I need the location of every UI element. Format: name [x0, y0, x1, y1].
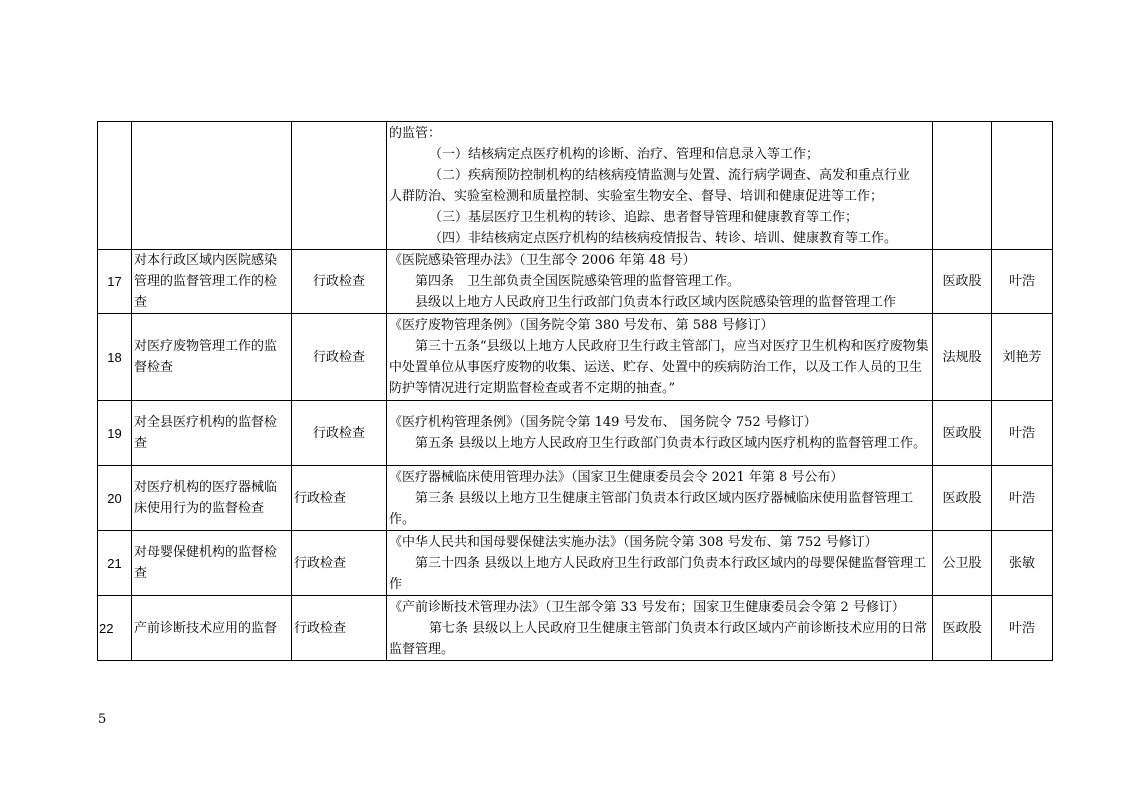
basis-line: 《中华人民共和国母婴保健法实施办法》（国务院令第 308 号发布、第 752 号修订）	[389, 534, 878, 550]
basis-paragraph: 第三十四条 县级以上地方人民政府卫生行政部门负责本行政区域内的母婴保健监督管理工作	[389, 555, 927, 592]
item-name: 对全县医疗机构的监督检查	[132, 401, 292, 466]
responsible-person: 叶浩	[992, 250, 1053, 314]
check-type: 行政检查	[292, 250, 387, 314]
basis-line: 《医疗废物管理条例》（国务院令第 380 号发布、第 588 号修订）	[389, 318, 774, 333]
item-cell	[132, 122, 292, 250]
table-row-continuation	[98, 122, 1053, 250]
legal-basis	[387, 596, 933, 661]
table-row	[98, 531, 1053, 596]
type-cell	[292, 122, 387, 250]
responsible-person: 叶浩	[992, 596, 1053, 661]
check-type: 行政检查	[292, 314, 387, 401]
item-name: 对医疗废物管理工作的监督检查	[132, 314, 292, 401]
item-name: 对医疗机构的医疗器械临床使用行为的监督检查	[132, 466, 292, 531]
responsible-person: 刘艳芳	[992, 314, 1053, 401]
row-number: 17	[98, 250, 132, 314]
legal-basis	[387, 466, 933, 531]
basis-line: （四）非结核病定点医疗机构的结核病疫情报告、转诊、培训、健康教育等工作。	[429, 230, 898, 246]
row-number: 21	[98, 531, 132, 596]
basis-paragraph: 第三条 县级以上地方卫生健康主管部门负责本行政区域内医疗器械临床使用监督管理工作。	[389, 490, 914, 527]
person-cell	[992, 122, 1053, 250]
department: 医政股	[933, 250, 992, 314]
table-row	[98, 466, 1053, 531]
basis-line: 《医疗机构管理条例》（国务院令第 149 号发布、 国务院令 752 号修订）	[389, 415, 817, 430]
table-row	[98, 250, 1053, 314]
page-number: 5	[98, 712, 107, 727]
item-name: 对本行政区域内医院感染管理的监督管理工作的检查	[132, 250, 292, 314]
basis-cell	[387, 122, 933, 250]
legal-basis	[387, 314, 933, 401]
responsible-person: 叶浩	[992, 401, 1053, 466]
basis-paragraph: 第五条 县级以上地方人民政府卫生行政部门负责本行政区域内医疗机构的监督管理工作。	[415, 436, 927, 451]
table-row	[98, 401, 1053, 466]
basis-line: 第四条 卫生部负责全国医院感染管理的监督管理工作。	[415, 274, 741, 289]
check-type: 行政检查	[292, 531, 387, 596]
department: 法规股	[933, 314, 992, 401]
check-type: 行政检查	[292, 401, 387, 466]
row-number: 18	[98, 314, 132, 401]
basis-line: 《医院感染管理办法》（卫生部令 2006 年第 48 号）	[389, 253, 696, 268]
supervision-table	[97, 121, 1053, 661]
basis-line: 《产前诊断技术管理办法》（卫生部令第 33 号发布；国家卫生健康委员会令第 2 号修订）	[389, 599, 905, 615]
department: 医政股	[933, 401, 992, 466]
check-type: 行政检查	[292, 466, 387, 531]
basis-paragraph: 第三十五条“县级以上地方人民政府卫生行政主管部门，应当对医疗卫生机构和医疗废物集中处置单位从事医疗废物的收集、运送、贮存、处置中的疾病防治工作，以及工作人员的卫生防护等情况进行定期监督检查或者不定期的抽查。”	[389, 339, 929, 396]
legal-basis	[387, 531, 933, 596]
table-row	[98, 596, 1053, 661]
department: 医政股	[933, 466, 992, 531]
department: 医政股	[933, 596, 992, 661]
basis-line: 县级以上地方人民政府卫生行政部门负责本行政区域内医院感染管理的监督管理工作	[415, 295, 897, 310]
table-row	[98, 314, 1053, 401]
basis-paragraph: 第七条 县级以上人民政府卫生健康主管部门负责本行政区域内产前诊断技术应用的日常监督管理。	[389, 620, 928, 657]
legal-basis	[387, 401, 933, 466]
legal-basis	[387, 250, 933, 314]
row-number: 22	[98, 596, 132, 661]
department: 公卫股	[933, 531, 992, 596]
department-cell	[933, 122, 992, 250]
basis-line: （二）疾病预防控制机构的结核病疫情监测与处置、流行病学调查、高发和重点行业	[429, 167, 911, 183]
basis-line: 人群防治、实验室检测和质量控制、实验室生物安全、督导、培训和健康促进等工作；	[389, 188, 884, 204]
basis-line: （三）基层医疗卫生机构的转诊、追踪、患者督导管理和健康教育等工作；	[429, 209, 859, 225]
basis-line: 《医疗器械临床使用管理办法》（国家卫生健康委员会令 2021 年第 8 号公布）	[389, 469, 844, 485]
basis-line: 的监管：	[389, 125, 442, 141]
row-number: 19	[98, 401, 132, 466]
row-number-cell	[98, 122, 132, 250]
check-type: 行政检查	[292, 596, 387, 661]
responsible-person: 叶浩	[992, 466, 1053, 531]
item-name: 对母婴保健机构的监督检查	[132, 531, 292, 596]
item-name: 产前诊断技术应用的监督	[132, 596, 292, 661]
basis-line: （一）结核病定点医疗机构的诊断、治疗、管理和信息录入等工作；	[429, 146, 820, 162]
responsible-person: 张敏	[992, 531, 1053, 596]
row-number: 20	[98, 466, 132, 531]
